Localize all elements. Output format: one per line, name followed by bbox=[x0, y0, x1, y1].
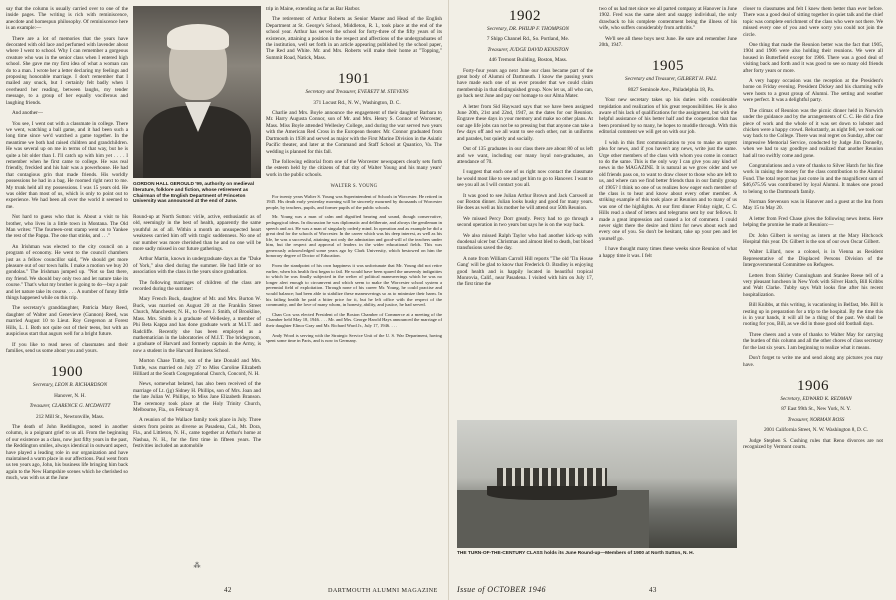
class-reunion-photo bbox=[457, 420, 737, 548]
paragraph: The retirement of Arthur Roberts as Senior Master and Head of the English Department at St. George's School, Middleton, R. I., took place at the end of the school year. Arthur has served the school for forty-three of the fifty years of its existence, attaining a position in the respect and affections of the undergraduates of the institution, well set forth in an article appearing published by the school paper, The Red and White. Mr. and Mrs. Roberts will make their home at "Topping," Summit Road, Natick, Mass. bbox=[266, 16, 442, 61]
paragraph: An Irishman was elected to the city council on a program of economy. He went to the council chambers just as a fellow councillor said, "We should get more pleasure out of our town halls. I make a motion we buy 20 gondolas." The Irishman jumped up. "Not so fast there, my friend. We should buy only two and let nature take its course." That's what my brother is going to do—buy a pair and let nature take its course. . . . A number of funny little things happened while on this trip. bbox=[6, 243, 128, 302]
class-1906-text bbox=[743, 438, 883, 451]
paragraph: And another— bbox=[12, 110, 43, 117]
paragraph: Morton Chase Tuttle, son of the late Donald and Mrs. Tuttle, was married on July 27 to Miss Caroline Elizabeth Hilliard at the South Congregational Church, Concord, N. H. bbox=[133, 358, 261, 377]
class-1902-year: 1902 bbox=[509, 8, 541, 24]
paragraph: Walter Lillard, now a colonel, is in Vienna as Resident Representative of the Displaced Persons Division of the Intergovernmental Committee on Refugees. bbox=[743, 249, 883, 269]
class-1900-year: 1900 bbox=[51, 364, 83, 381]
walter-young-subhead: WALTER S. YOUNG bbox=[330, 184, 378, 190]
paragraph: Arthur Martin, known in undergraduate days as the "Duke of York," also died during the summer. He had little or no association with the class in the years since graduation. bbox=[133, 256, 261, 276]
class-1900-treasurer-address: 212 Mill St., Newtonville, Mass. bbox=[35, 413, 104, 420]
paragraph: I have thought many times these weeks since Reunion of what a happy time it was. I felt bbox=[599, 246, 737, 259]
class-1905-section bbox=[599, 58, 737, 259]
paragraph: Chan Cox was elected President of the Boston Chamber of Commerce at a meeting of the Chamber held May 18, 1946. . . . Mr. and Mrs. George Harold Hays announced the marriage of their daughter Elinor Gray and Mr. Richard Ward Jr., July 17, 1946. . . . bbox=[266, 311, 442, 328]
paragraph: Round-up at North Sutton: virile, active, enthusiastic as of old, seemingly in the best of health, apparently the same youthful as of all. Within a month an unsuspected heart weakness carried him off with tragic suddenness. No one of our number was more cherished than he and no one will be more sadly missed in our future gatherings. bbox=[133, 214, 261, 253]
class-1901-section bbox=[266, 71, 442, 344]
paragraph: Congratulations and a vote of thanks to Silver Hatch for his fine work in raising the money for the class contribution to the Alumni Fund. The total report has just come in and the magnificent sum of $46,675.95 was contributed by loyal Alumni. It makes one proud to belong to the Dartmouth family. bbox=[743, 162, 883, 195]
column-3 bbox=[266, 6, 442, 566]
left-page-number: 42 bbox=[224, 586, 232, 594]
col5-text bbox=[599, 6, 737, 48]
class-1906-treasurer-address: 2001 California Street, N. W. Washington 8, D. C. bbox=[763, 427, 869, 434]
right-page bbox=[448, 0, 896, 600]
class-1905-secretary-address: 8027 Seminole Ave., Philadelphia 18, Pa. bbox=[628, 86, 714, 93]
paragraph: A note from William Carroll Hill reports "The old 'Tin House Gang' will be glad to know that Frederick O. Bradley is enjoying good health and is happily located in beautiful tropical Monrovia, Calif., near Pasadena. I visited with him on July 17, the first time the bbox=[457, 255, 593, 288]
paragraph: Forty-four years ago next June our class became part of the great body of Alumni of Dartmouth. I know the passing years have made each one of us ever prouder that we could claim membership in that distinguished group. Now let us, all who can, go back next June and pay our homage to our Alma Mater. bbox=[457, 67, 593, 100]
class-1902-secretary-address: 7 Shipp Channel Rd., So. Portland, Me. bbox=[486, 36, 570, 43]
ornament-divider: ⁂ bbox=[193, 562, 201, 570]
right-page-number: 43 bbox=[649, 586, 657, 594]
column-2 bbox=[133, 214, 261, 554]
paragraph: News, somewhat belated, has also been received of the marriage of Lt. (jg) Sidney H. Phillips, son of Mrs. Joan and the late Julian W. Phillips, to Miss Jane Elizabeth Branson. The ceremony took place at the Holy Trinity Church, Melbourne, Fla., on February 8. bbox=[133, 381, 261, 413]
class-1902-treasurer-address: 446 Tremont Building, Boston, Mass. bbox=[488, 57, 568, 64]
paragraph: I wish in this first communication to you to make an urgent plea for news, and if you haven't any news, write just the same. Urge other members of the class with whom you come in contact to do the same. This is the only way I can give you any kind of news in the MAGAZINE. It is natural as we grow older and we old friends pass on, to want to draw closer to those who are left to us, and where can we find better friends than in our family group of 1905? I think no one of us realizes how eager each member of the class is to hear and know about every other member. A striking example of this took place at Reunion and to many of us was one of the highlights. At our first dinner Friday night, C. C. Hills read a sheaf of letters and telegrams sent by our fellows. It made a great impression and caused a lot of comment. I could never sight there the desire and thirst for news about each and every one of you. So don't be hesitant, take up your pen and let yourself go. bbox=[599, 139, 737, 242]
paragraph: A letter from Fred Chase gives the following news items. Here helping the promise he made at Reunion:— bbox=[743, 215, 883, 229]
paragraph: Out of 135 graduates in our class there are about 80 of us left and we want, including our many loyal non-graduates, an attendance of 70. bbox=[457, 146, 593, 165]
paragraph: Not hard to guess who that is. About a visit to his brother, who lives in a little town in Montana. The Old Man writes: "The fourteen-cent stamp went on to Yankee the rest of the Pappa. The one that stinks, and . . ." bbox=[6, 214, 128, 240]
paragraph: Mary French Buck, daughter of Mr. and Mrs. Burton W. Buck, was married on August 20 at the Franklin Street Church, Manchester, N. H., to Owen J. Smith, of Brookline, Mass. Mrs. Smith is a graduate of Wellesley, a member of Phi Beta Kappa and has done graduate work at M.I.T. and Radcliffe. Recently she has been employed as a mathematician in the laboratories of M.I.T. The bridegroom, a graduate of Harvard and formerly captain in the Army, is now a student in the Harvard Business School. bbox=[133, 296, 261, 354]
paragraph: We missed Percy Dorr greatly. Percy had to go through a second operation in two years but says he is on the way back. bbox=[457, 215, 593, 229]
class-1905-text bbox=[599, 97, 737, 259]
paragraph: The climax of Reunion was the picnic dinner held in Norwich under the guidance and by the arrangements of C. C. He did a fine piece of work and the whole of it was set down to lobster and chicken were a happy crowd. Reluctantly, as night fell, we took our way back to the College. There was real regret on Sunday, after our impressive Memorial Service, conducted by Judge Jim Donnelly, when we had to say goodbye and realized that another Reunion had all too swiftly come and gone. bbox=[743, 107, 883, 159]
class-1902-treasurer: Treasurer, JUDGE DAVID KENISTON bbox=[487, 46, 569, 53]
portrait-caption: GORDON HALL GEROULD '99, authority on medieval literature, folklore and fiction, whose retirement as Chairman of the English Department of Princeton University was announced at the end of June. bbox=[133, 182, 254, 205]
paragraph: trip in Maine, extending as far as Bar Harbor. bbox=[266, 6, 361, 12]
reunion-photo-caption: THE TURN-OF-THE-CENTURY CLASS holds its June Round-up—Members of 1900 at North Sutton, N. H. bbox=[457, 551, 694, 556]
col2-text bbox=[133, 214, 261, 449]
paragraph: The secretary's granddaughter, Patricia Mary Reed, daughter of Walter and Genevieve (Gannon) Reed, was married August 10 to Lieut. Roy Gregerson at Forest Hills, L. I. Both not quite out of their teens, but with an auspicious start that augurs well for a bright future. bbox=[6, 305, 128, 338]
paragraph: The death of John Reddington, noted in another column, is a poignant grief to us all. From the beginning of our existence as a class, now just fifty years in the past, the Reddington smiles, always identical in outward aspect, have played a leading role in our organization and have maintained a warm place in our affections. Paul went from us ten years ago, John, his business life bringing him back again to the New Hampshire scenes which he cherished so much, was with us at the June bbox=[6, 423, 128, 482]
class-1901-year: 1901 bbox=[338, 71, 370, 88]
class-1906-treasurer: Treasurer, NORMAN ROSS bbox=[787, 416, 845, 423]
paragraph: closer to classmates and felt I knew them better than ever before. There was a good deal of sitting together in quiet talk and the chief topic was complete enrichment of the class who were not there. We missed every one of you and were sorry you could not join the circle. bbox=[743, 6, 883, 38]
column-1 bbox=[6, 6, 128, 566]
paragraph: Andy Wood is serving with the Strategic Service Unit of the U. S. War Department, having spent some time in Paris, and is now in Germany. bbox=[266, 332, 442, 344]
paragraph: If you like to read news of classmates and their families, send us some about you and yours. bbox=[6, 341, 128, 354]
paragraph: A very happy occasion was the reception at the President's home on Friday evening. President Dickey and his charming wife were hosts to a great group of Alumni. The setting and weather were perfect. It was a delightful party. bbox=[743, 78, 883, 104]
magazine-title: DARTMOUTH ALUMNI MAGAZINE bbox=[328, 587, 438, 594]
class-1900-secretary: Secretary, LEON B. RICHARDSON bbox=[32, 382, 108, 389]
paragraph: A reunion of the Wallace family took place in July. Three sisters from points as diverse as Pasadena, Cal., Mt. Dora, Fla., and Littleton, N. H., came together at Arthur's home at Nashua, N. H., for the first time in fifteen years. The festivities included an automobile bbox=[133, 417, 261, 449]
paragraph: Mr. Young was a man of calm and dignified bearing and sound, though conservative, pedagogical ideas. In discussion he was diplomatic and deliberate, and always the gentleman in speech and act. He was a man of singularly orderly mind. In operation and as example he did a great deal for the schools of Worcester. In the career which was his deep interest, as well as his life, he was a successful, attaining not only the admiration and good-will of the teachers under him, but the respect and approval of leaders in the wider educational fields. This was generously acknowledged some years ago by Clark University, which bestowed on him the honorary degree of Doctor of Education. bbox=[266, 214, 442, 259]
class-1902-secretary: Secretary, DR. PHILIP F. THOMPSON bbox=[487, 26, 569, 32]
class-1902-section bbox=[457, 8, 593, 288]
col6-text bbox=[743, 6, 883, 368]
class-1900-section bbox=[6, 364, 128, 481]
class-1900-text bbox=[6, 424, 128, 482]
class-1905-year: 1905 bbox=[652, 58, 684, 75]
paragraph: One thing that made the Reunion better was the fact that 1905, 1904 and 1906 were also holding their reunions. We were all housed in Butterfield except for 1906. There was a good deal of visiting back and forth and it was good to see so many old friends after forty years or more. bbox=[743, 42, 883, 74]
portrait-photo bbox=[133, 6, 261, 178]
column-5 bbox=[599, 6, 737, 426]
paragraph: We'll see all these boys next June. Be sure and remember June 20th, 1947. bbox=[599, 35, 737, 49]
paragraph: From the standpoint of his own happiness it was unfortunate that Mr. Young did not retire earlier, when his health first began to fail. He would have been spared the unseemly indignities to which he was finally subjected in the welter of political maneuverings which he was no longer alert enough to circumvent and which seem to make the Worcester school system a perennial field of exploitation. Through none of his career Mr. Young, he could practise and would balance; had been able to stabilize these maneuverings so as to minimize their harm. In his failing health he paid a bitter price for it, but he left office with the respect of the community, and the love of many whom, in honesty, ability, and justice, he had served. bbox=[266, 263, 442, 308]
paragraph: Don't forget to write me and send along any pictures you may have. bbox=[743, 355, 883, 368]
paragraph: Three cheers and a vote of thanks to Walter May for carrying the burden of this column and all the other chores of class secretary for the last six years. I am beginning to realize what it means. bbox=[743, 331, 883, 351]
class-1900-secretary-address: Hanover, N. H. bbox=[54, 392, 86, 399]
class-1901-secretary: Secretary and Treasurer, EVERETT M. STEVENS bbox=[305, 89, 409, 96]
class-1906-year: 1906 bbox=[797, 377, 829, 394]
col3-text bbox=[266, 6, 442, 61]
class-1902-text bbox=[457, 68, 593, 288]
class-1906-secretary-address: 87 East 99th St., New York, N. Y. bbox=[781, 406, 851, 413]
paragraph: Norman Stevenson was in Hanover and a guest at the Inn from May 15 to May 20. bbox=[743, 198, 883, 212]
class-1906-secretary: Secretary, EDWARD K. REDMAN bbox=[780, 395, 852, 402]
paragraph: You see, I went out with a classmate in college. There we went, watching a ball game, and it had been such a long time since we'd watched a game together. In the meantime we both had raised children and grandchildren. He was several up on me in terms of that way, but he is quite a bit older than I. I'll catch up with him yet . . . . I remember when he first came to college. He was real friendly, freckled and his hair was a powerhouse. He had that contagious grin that made friends. His worldly possessions he had in a bag. He roomed right next to me. My trunk held all my possessions. I was 15 years old. He was older than most of us, which is only to point out to experience. We had been all over the world it seemed to me. bbox=[6, 120, 128, 210]
class-1901-text bbox=[266, 110, 442, 178]
paragraph: The following marriages of children of the class are recorded during the summer: bbox=[133, 279, 261, 293]
column-6 bbox=[743, 6, 883, 566]
paragraph: For twenty years Walter S. Young was Superintendent of Schools in Worcester. He retired in 1945. His death early yesterday morning will be sincerely mourned by thousands of Worcester people, by teachers, pupils, and former pupils of the public schools. bbox=[266, 193, 442, 210]
class-1900-treasurer: Treasurer, CLARENCE G. MCDAVITT bbox=[29, 403, 111, 410]
column-4 bbox=[457, 6, 593, 426]
class-1905-secretary: Secretary and Treasurer, GILBERT H. FALL bbox=[625, 76, 717, 83]
class-1901-quote bbox=[266, 194, 442, 344]
paragraph: Judge Stephen S. Cushing rules that Reno divorces are not recognized by Vermont courts. bbox=[743, 437, 883, 450]
class-1906-section bbox=[743, 378, 883, 450]
paragraph: It was good to see Julian Arthur Brown and Jack Carswell at our Boston dinner. Julian looks husky and good for many years. He does as well as his mother he will attend our 50th Reunion. bbox=[457, 192, 593, 212]
paragraph: Your new secretary takes up his duties with considerable trepidation and realization of his great responsibilities. He is also aware of his lack of qualifications for the assignment, but with the helpful assistance of his better half and the cooperation that has been promised by so many, he hopes to muddle through. With this editorial comment we will get on with our job. bbox=[599, 97, 737, 136]
class-1901-secretary-address: 371 Locust Rd., N. W., Washington, D. C. bbox=[313, 99, 401, 106]
paragraph: Charlie and Mrs. Boyle announce the engagement of their daughter Barbara to Mr. Harry Augusta Connor, son of Mr. and Mrs. Henry S. Connor of Worcester, Mass. Miss Boyle attended Wellesley College, and during the war served two years with the American Red Cross in the European theater. Mr. Connor graduated from Dartmouth in 1938 and served as major with the First Marine Division in the Asiatic Pacific theater, and later at the Command and Staff School at Quantico, Va. The wedding is planned for this fall. bbox=[266, 110, 442, 155]
paragraph: I suggest that each one of us right now contact the classmate he would most like to see and get him to go to Hanover. I want to see you all as I will contact you all. bbox=[457, 169, 593, 189]
paragraph: say that the column is usually carried over to one of the inside pages. The writing is rich with reminiscence, anecdote and homespun philosophy. Of reminiscence here is an example:— bbox=[6, 6, 128, 32]
paragraph: Dr. John Gilbert is serving as intern at the Mary Hitchcock Hospital this year. Dr. Gilbert is the son of our own Oscar Gilbert. bbox=[743, 232, 883, 245]
paragraph: two of us had met since we all parted company at Hanover in June 1902. Fred was the same alert and snappy individual, the only drawback to his complete contentment being the illness of his wife, who suffers considerably from arthritis." bbox=[599, 6, 737, 32]
issue-label: Issue of OCTOBER 1946 bbox=[457, 585, 546, 594]
paragraph: The following editorial from one of the Worcester newspapers clearly sets forth the esteem held by the citizens of that city of Walter Young and his many years' work in the public schools. bbox=[266, 158, 442, 178]
paragraph: There are a lot of memories that the years have decorated with old lace and perfumed with lavender about where I went to school. Why I can remember a gorgeous creature who was in the senior class when I entered high school. She gave me my first idea of what a woman can do to a man. I wrote her a letter declaring my feelings and proposing honorable marriage. I don't remember that I mailed any snuck, but I certainly felt badly when I overheard her reading, between laughs, my tender message, to a group of her equally vociferous and laughing friends. bbox=[6, 35, 128, 106]
paragraph: Letters from Shirley Cunningham and Stanlee Reese tell of a very pleasant luncheon in New York with Silver Hatch, Bill Kribbs and Walt Clarke. Tubby says Walt looks fine after his recent hospitalization. bbox=[743, 272, 883, 298]
col1-text bbox=[6, 6, 128, 354]
paragraph: A letter from Sid Hayward says that we have been assigned June 20th, 21st and 22nd, 1947, as the dates for our Reunion. Engrave these days in your memory and make no other plans. At our age life jobs can not be so pressing but that anyone can take a few days off and we all want to see each other, not in uniforms and parades, but quietly and socially. bbox=[457, 103, 593, 142]
paragraph: We also missed Ralph Taylor who had another kick-up with duodenal ulcer but Christmas and almost bled to death, but blood transfusions saved the day. bbox=[457, 232, 593, 252]
paragraph: Bill Knibbs, at this writing, is vacationing in Belfast, Me. Bill is resting up in preparation for a trip to the hospital. By the time this is in your hands, it will all be a thing of the past. We shall be rooting for you, Bill, as we did in those good old football days. bbox=[743, 302, 883, 328]
